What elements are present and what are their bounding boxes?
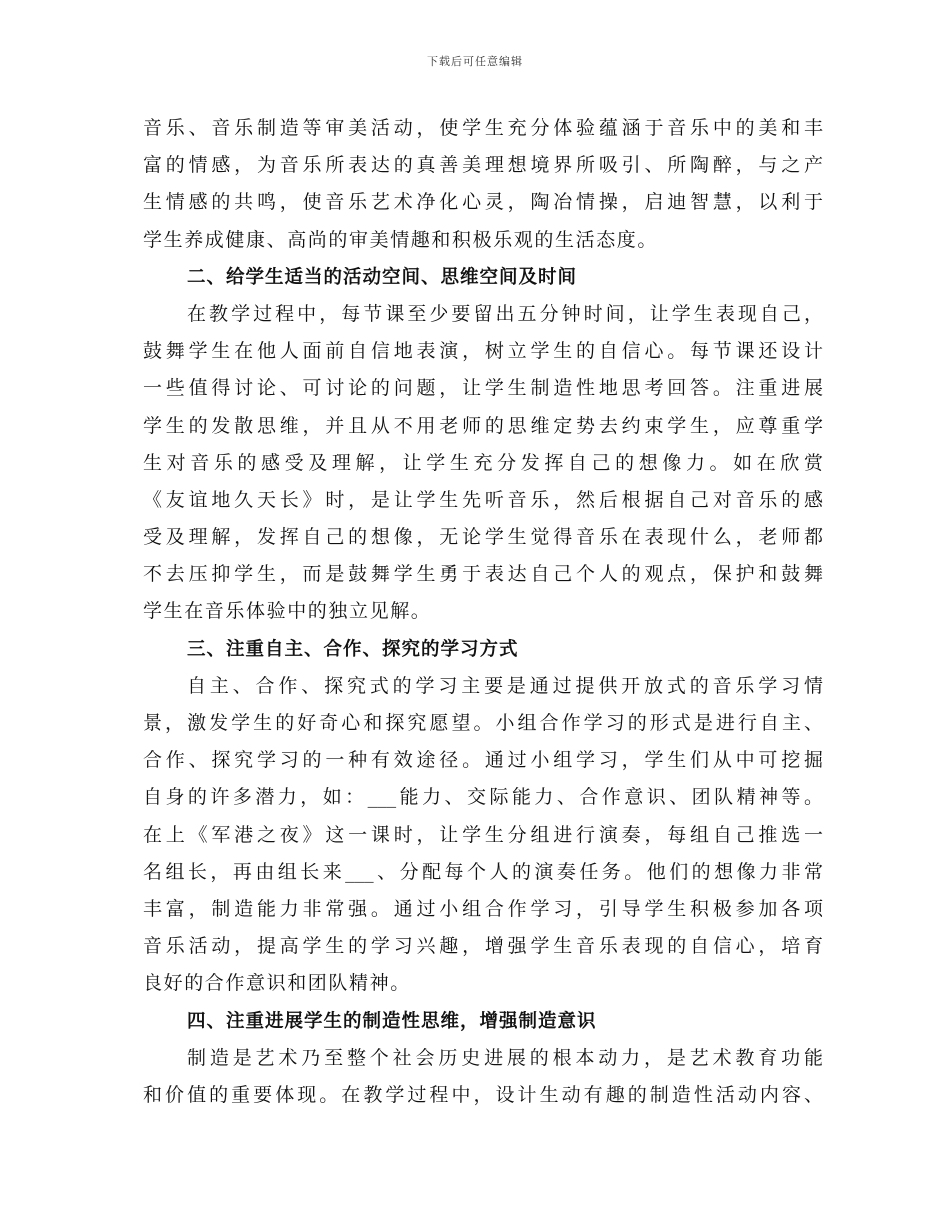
section-heading: 三、注重自主、合作、探究的学习方式 (187, 638, 519, 660)
body-line: 生对音乐的感受及理解，让学生充分发挥自己的想像力。如在欣赏 (143, 451, 823, 474)
document-body (143, 110, 823, 1114)
body-line: 音乐、音乐制造等审美活动，使学生充分体验蕴涵于音乐中的美和丰 (143, 117, 823, 139)
body-line: 良好的合作意识和团队精神。 (143, 972, 411, 995)
body-line: 不去压抑学生，而是鼓舞学生勇于表达自己个人的观点，保护和鼓舞 (143, 563, 823, 586)
body-line: 自主、合作、探究式的学习主要是通过提供开放式的音乐学习情 (187, 674, 823, 697)
body-line: 合作、探究学习的一种有效途径。通过小组学习，学生们从中可挖掘 (143, 749, 823, 772)
body-line: 鼓舞学生在他人面前自信地表演，树立学生的自信心。每节课还设计 (143, 340, 823, 363)
body-line: 在教学过程中，每节课至少要留出五分钟时间，让学生表现自己， (187, 302, 823, 325)
body-line: 制造是艺术乃至整个社会历史进展的根本动力，是艺术教育功能 (187, 1046, 823, 1069)
section-heading: 二、给学生适当的活动空间、思维空间及时间 (187, 266, 578, 288)
section-heading: 四、注重进展学生的制造性思维，增强制造意识 (187, 1010, 597, 1032)
body-line: 名组长，再由组长来___、分配每个人的演奏任务。他们的想像力非常 (143, 860, 823, 883)
body-line: 在上《军港之夜》这一课时，让学生分组进行演奏，每组自己推选一 (143, 823, 823, 846)
body-line: 富的情感，为音乐所表达的真善美理想境界所吸引、所陶醉，与之产 (143, 154, 823, 177)
body-line: 音乐活动，提高学生的学习兴趣，增强学生音乐表现的自信心，培育 (143, 935, 823, 958)
body-line: 丰富，制造能力非常强。通过小组合作学习，引导学生积极参加各项 (143, 897, 823, 920)
body-line: 一些值得讨论、可讨论的问题，让学生制造性地思考回答。注重进展 (143, 377, 823, 400)
body-line: 《友谊地久天长》时，是让学生先听音乐，然后根据自己对音乐的感 (143, 488, 823, 511)
body-line: 学生在音乐体验中的独立见解。 (143, 600, 432, 623)
body-line: 学生养成健康、高尚的审美情趣和积极乐观的生活态度。 (143, 228, 659, 251)
page-header: 下载后可任意编辑 (427, 55, 523, 68)
body-line: 受及理解，发挥自己的想像，无论学生觉得音乐在表现什么，老师都 (143, 526, 823, 549)
body-line: 生情感的共鸣，使音乐艺术净化心灵，陶冶情操，启迪智慧，以利于 (143, 191, 823, 214)
body-line: 和价值的重要体现。在教学过程中，设计生动有趣的制造性活动内容、 (143, 1083, 823, 1106)
body-line: 景，激发学生的好奇心和探究愿望。小组合作学习的形式是进行自主、 (143, 712, 823, 734)
body-line: 学生的发散思维，并且从不用老师的思维定势去约束学生，应尊重学 (143, 414, 823, 437)
body-line: 自身的许多潜力，如：___能力、交际能力、合作意识、团队精神等。 (143, 786, 823, 809)
